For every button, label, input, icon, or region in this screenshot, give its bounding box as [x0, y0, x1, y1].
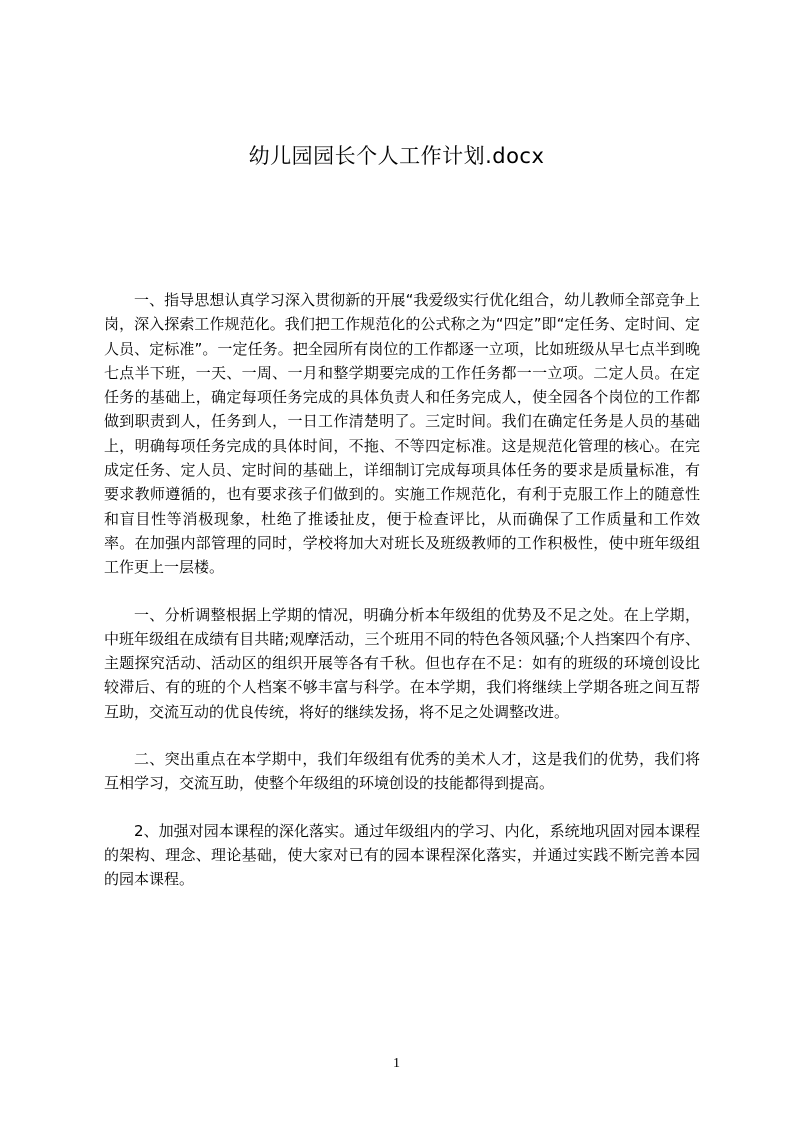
page-number: 1: [393, 1056, 400, 1071]
paragraph-curriculum: 2、加强对园本课程的深化落实。通过年级组内的学习、内化，系统地巩固对园本课程的架构、理念、理论基础，使大家对已有的园本课程深化落实，并通过实践不断完善本园的园本课程。: [104, 821, 700, 889]
paragraph-guiding-ideology: 一、指导思想认真学习深入贯彻新的开展“我爱级实行优化组合，幼儿教师全部竞争上岗，深入探索工作规范化。我们把工作规范化的公式称之为“四定”即“定任务、定时间、定人员、定标准”。一定任务。把全园所有岗位的工作都逐一立项，比如班级从早七点半到晚七点半下班，一天、一周、一月和整学期要完成的工作任务都一一立项。二定人员。在定任务的基础上，确定每项任务完成的具体负责人和任务完成人，使全园各个岗位的工作都做到职责到人，任务到人，一日工作清楚明了。三定时间。我们在确定任务是人员的基础上，明确每项任务完成的具体时间，不拖、不等四定标准。这是规范化管理的核心。在完成定任务、定人员、定时间的基础上，详细制订完成每项具体任务的要求是质量标准，有要求教师遵循的，也有要求孩子们做到的。实施工作规范化，有利于克服工作上的随意性和盲目性等消极现象，杜绝了推诿扯皮，便于检查评比，从而确保了工作质量和工作效率。在加强内部管理的同时，学校将加大对班长及班级教师的工作积极性，使中班年级组工作更上一层楼。: [104, 291, 700, 577]
document-title: 幼儿园园长个人工作计划.docx: [248, 144, 545, 168]
document-body: [104, 288, 700, 915]
paragraph-analysis-adjustment: 一、分析调整根据上学期的情况，明确分析本年级组的优势及不足之处。在上学期，中班年级组在成绩有目共睹;观摩活动，三个班用不同的特色各领风骚;个人挡案四个有序、主题探究活动、活动区的组织开展等各有千秋。但也存在不足：如有的班级的环境创设比较滞后、有的班的个人档案不够丰富与科学。在本学期，我们将继续上学期各班之间互帮互助，交流互动的优良传统，将好的继续发扬，将不足之处调整改进。: [104, 605, 700, 721]
paragraph-key-points: 二、突出重点在本学期中，我们年级组有优秀的美术人才，这是我们的优势，我们将互相学习，交流互助，使整个年级组的环境创设的技能都得到提高。: [104, 750, 700, 793]
